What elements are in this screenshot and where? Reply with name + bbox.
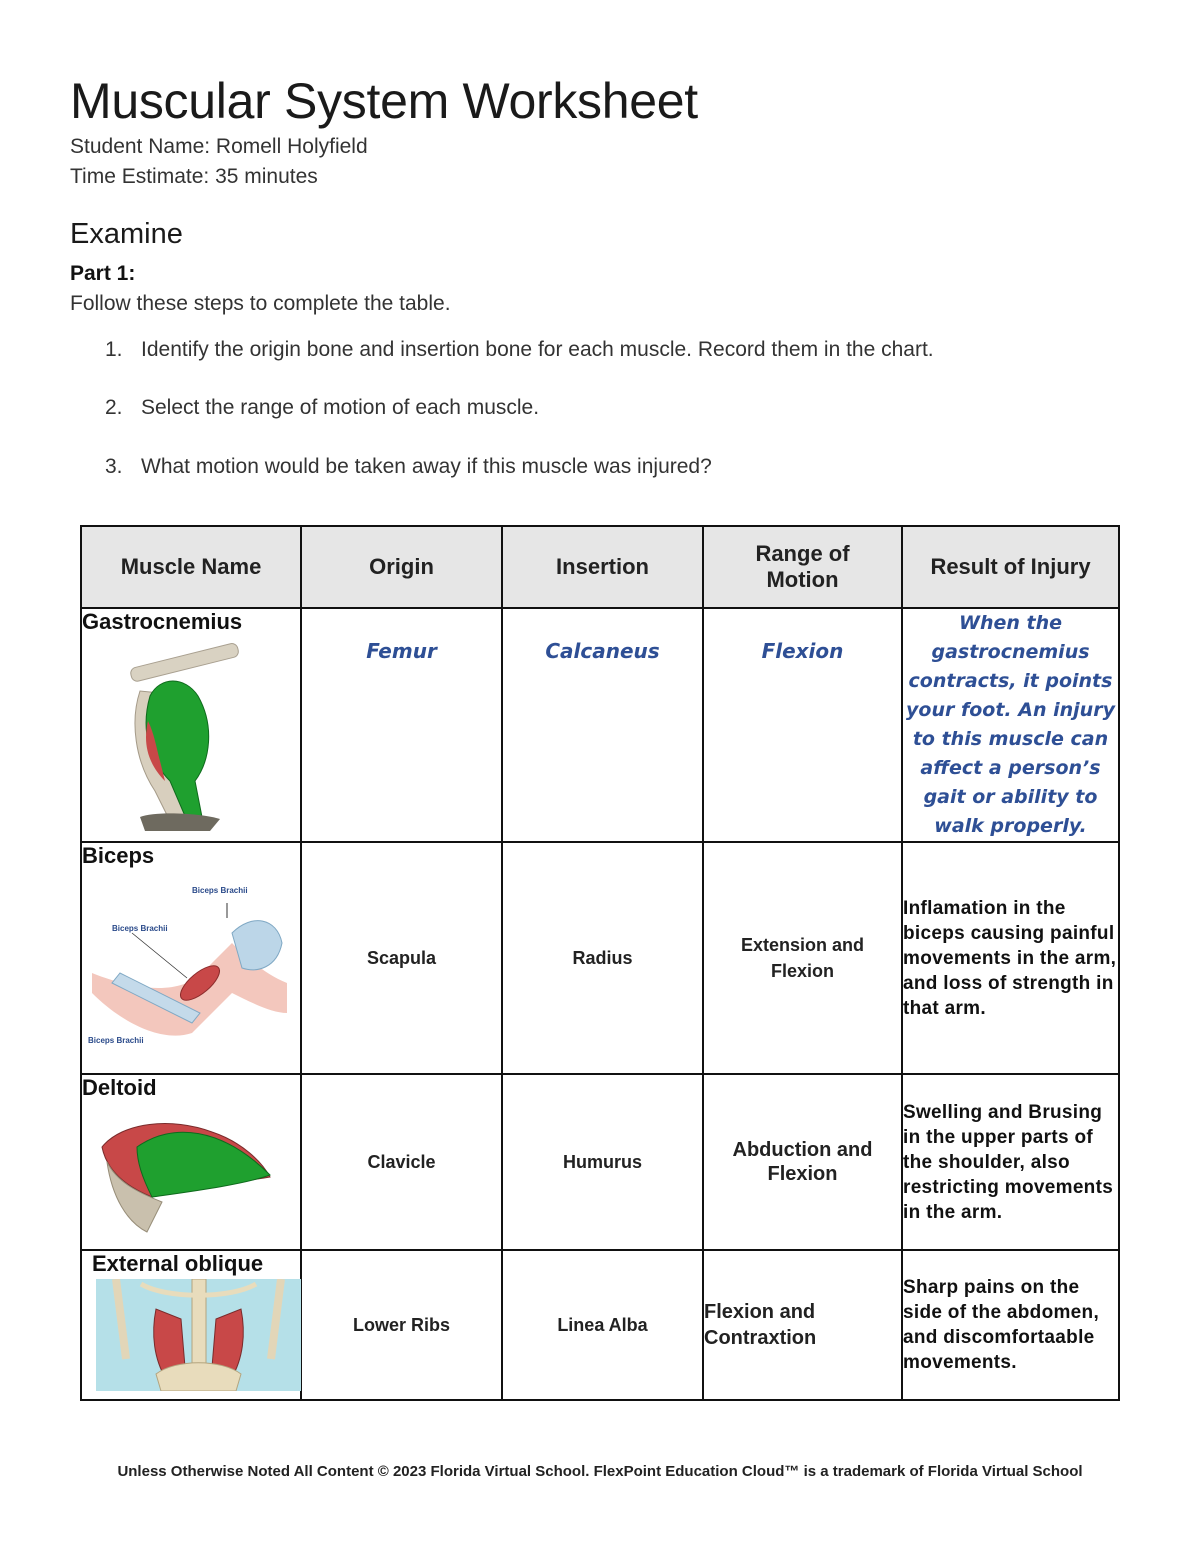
origin-value: Scapula [301, 842, 502, 1074]
diagram-label: Biceps Brachii [112, 924, 168, 933]
muscle-table [80, 525, 1120, 1401]
external-oblique-illustration [96, 1279, 301, 1391]
muscle-cell [81, 1074, 301, 1250]
header-insertion: Insertion [502, 526, 703, 608]
footer-copyright: Unless Otherwise Noted All Content © 2023 Florida Virtual School. FlexPoint Education Cloud™ is a trademark of Florida Virtual School [117, 1463, 1083, 1480]
muscle-name: Deltoid [82, 1075, 157, 1100]
student-name: Student Name: Romell Holyfield [70, 135, 368, 158]
injury-value: When the gastrocnemius contracts, it points your foot. An injury to this muscle can affect a person’s gait or ability to walk properly. [902, 608, 1119, 842]
origin-value: Clavicle [301, 1074, 502, 1250]
injury-value: Inflamation in the biceps causing painful movements in the arm, and loss of strength in that arm. [902, 842, 1119, 1074]
range-value: Abduction and Flexion [703, 1074, 902, 1250]
insertion-value: Linea Alba [502, 1250, 703, 1400]
diagram-label: Biceps Brachii [192, 886, 248, 895]
table-row [81, 842, 1119, 1074]
insertion-value: Calcaneus [545, 639, 660, 663]
header-result-of-injury: Result of Injury [902, 526, 1119, 608]
time-estimate: Time Estimate: 35 minutes [70, 165, 318, 188]
origin-value: Lower Ribs [301, 1250, 502, 1400]
muscle-name: External oblique [92, 1251, 264, 1276]
step-item: 2. Select the range of motion of each muscle. [105, 396, 540, 419]
muscle-name: Biceps [82, 843, 155, 868]
muscle-cell [81, 608, 301, 842]
section-heading: Examine [70, 218, 183, 250]
instructions-intro: Follow these steps to complete the table. [70, 292, 451, 315]
origin-value: Femur [366, 639, 437, 663]
biceps-illustration [82, 873, 287, 1053]
header-origin: Origin [301, 526, 502, 608]
injury-value: Sharp pains on the side of the abdomen, and discomfortaable movements. [902, 1250, 1119, 1400]
muscle-cell [81, 1250, 301, 1400]
header-range-of-motion: Range of Motion [703, 526, 902, 608]
page-title: Muscular System Worksheet [70, 73, 698, 129]
muscle-cell [81, 842, 301, 1074]
header-muscle-name: Muscle Name [81, 526, 301, 608]
range-cell [703, 608, 902, 842]
step-item: 1. Identify the origin bone and insertion bone for each muscle. Record them in the chart. [105, 338, 934, 361]
injury-value: Swelling and Brusing in the upper parts of the shoulder, also restricting movements in the arm. [902, 1074, 1119, 1250]
table-row [81, 1074, 1119, 1250]
gastrocnemius-illustration [110, 641, 240, 831]
deltoid-illustration [92, 1107, 272, 1237]
muscle-name: Gastrocnemius [82, 609, 243, 634]
insertion-value: Humurus [502, 1074, 703, 1250]
diagram-label: Biceps Brachii [88, 1036, 144, 1045]
range-value: Flexion and Contraxtion [703, 1250, 902, 1400]
part-label: Part 1: [70, 262, 136, 285]
origin-cell [301, 608, 502, 842]
table-header-row [81, 526, 1119, 608]
insertion-cell [502, 608, 703, 842]
range-value: Extension and Flexion [703, 842, 902, 1074]
insertion-value: Radius [502, 842, 703, 1074]
table-row [81, 1250, 1119, 1400]
step-item: 3. What motion would be taken away if this muscle was injured? [105, 455, 712, 478]
table-row [81, 608, 1119, 842]
range-value: Flexion [761, 639, 844, 663]
